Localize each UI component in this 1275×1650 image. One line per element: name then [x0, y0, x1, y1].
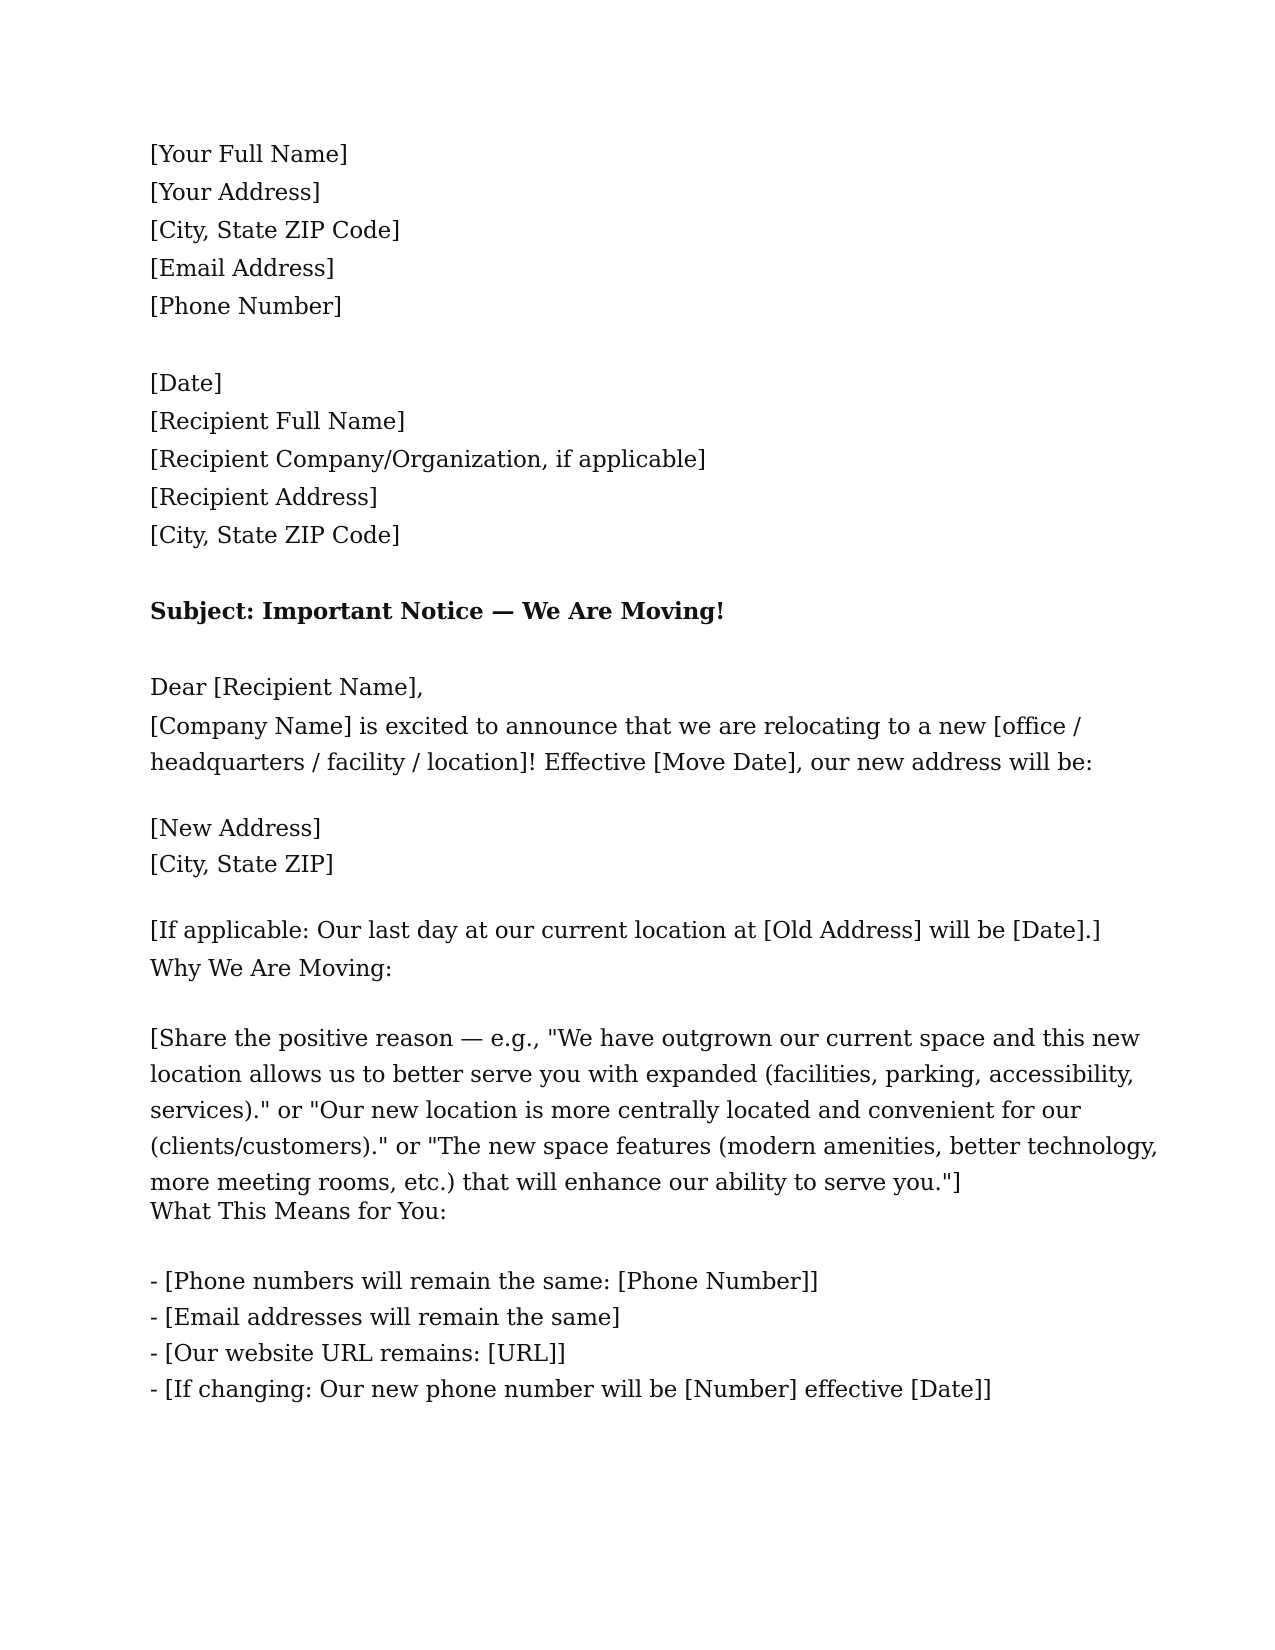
sender-email: [Email Address]: [150, 256, 335, 282]
why-line: services)." or "Our new location is more centrally located and convenient for our: [150, 1098, 1081, 1124]
why-line: more meeting rooms, etc.) that will enhance our ability to serve you."]: [150, 1170, 961, 1196]
intro-line: headquarters / facility / location]! Effective [Move Date], our new address will be:: [150, 750, 1093, 776]
sender-address: [Your Address]: [150, 180, 321, 206]
why-line: [Share the positive reason — e.g., "We have outgrown our current space and this new: [150, 1026, 1140, 1052]
recipient-city-state-zip: [City, State ZIP Code]: [150, 523, 400, 549]
why-line: (clients/customers)." or "The new space features (modern amenities, better technology,: [150, 1134, 1158, 1160]
last-day-note: [If applicable: Our last day at our current location at [Old Address] will be [Date].]: [150, 918, 1101, 944]
salutation: Dear [Recipient Name],: [150, 675, 424, 701]
list-item: - [Our website URL remains: [URL]]: [150, 1341, 566, 1367]
recipient-company: [Recipient Company/Organization, if applicable]: [150, 447, 706, 473]
sender-name: [Your Full Name]: [150, 142, 348, 168]
list-item: - [If changing: Our new phone number will be [Number] effective [Date]]: [150, 1377, 992, 1403]
means-list: [150, 1264, 991, 1408]
new-address-line: [New Address]: [150, 816, 321, 842]
intro-line: [Company Name] is excited to announce that we are relocating to a new [office /: [150, 714, 1081, 740]
why-heading: Why We Are Moving:: [150, 956, 393, 982]
sender-city-state-zip: [City, State ZIP Code]: [150, 218, 400, 244]
sender-phone: [Phone Number]: [150, 294, 342, 320]
new-address-city: [City, State ZIP]: [150, 852, 334, 878]
list-item: - [Phone numbers will remain the same: [Phone Number]]: [150, 1269, 819, 1295]
subject-line: Subject: Important Notice — We Are Moving!: [150, 598, 726, 625]
recipient-address: [Recipient Address]: [150, 485, 378, 511]
intro-paragraph: [150, 709, 1093, 781]
why-paragraph: [150, 1021, 1158, 1201]
letter-date: [Date]: [150, 371, 223, 397]
recipient-name: [Recipient Full Name]: [150, 409, 406, 435]
means-heading: What This Means for You:: [150, 1199, 447, 1225]
new-address-block: [150, 811, 334, 883]
list-item: - [Email addresses will remain the same]: [150, 1305, 621, 1331]
why-line: location allows us to better serve you with expanded (facilities, parking, accessibility,: [150, 1062, 1135, 1088]
